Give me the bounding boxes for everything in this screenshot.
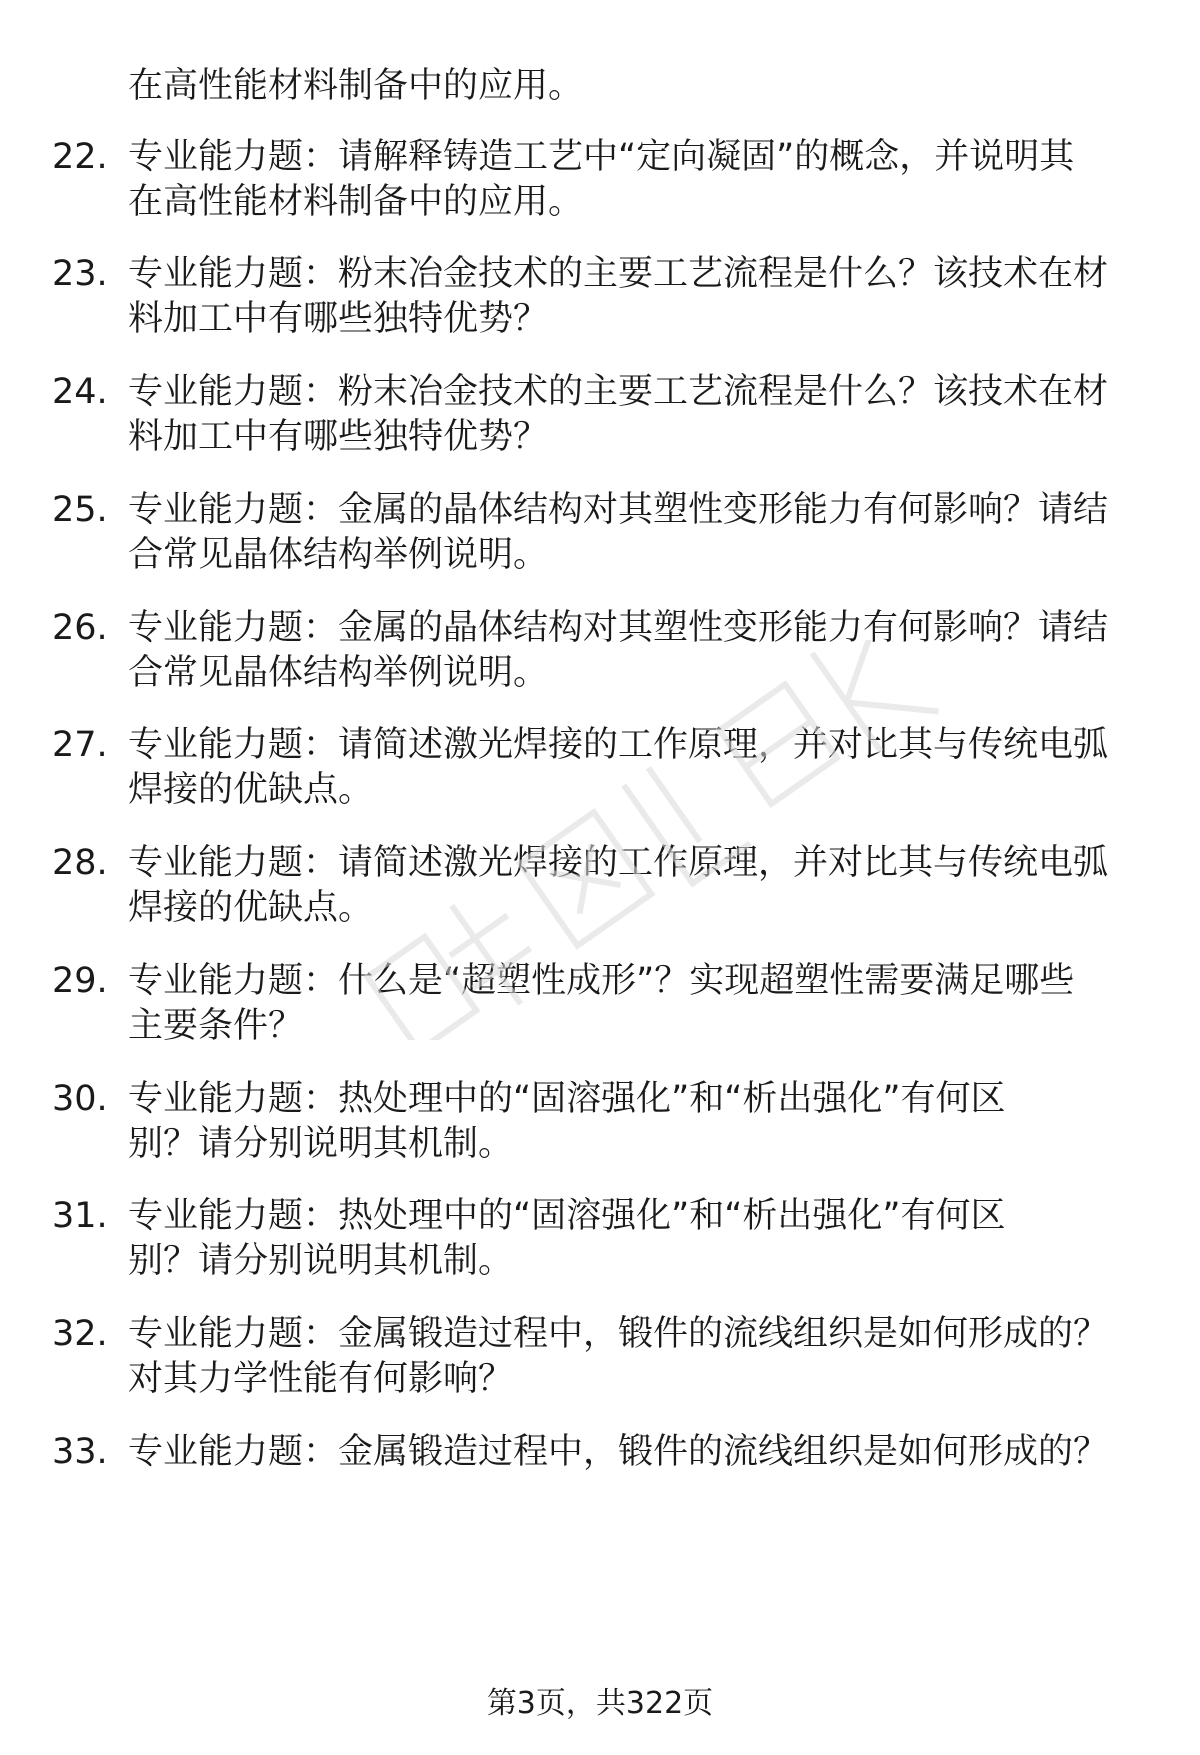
question-text-line-2: 对其力学性能有何影响？ bbox=[128, 1359, 514, 1399]
question-text-line-2: 料加工中有哪些独特优势？ bbox=[128, 299, 549, 339]
question-text-line-1: 专业能力题：请简述激光焊接的工作原理，并对比其与传统电弧 bbox=[128, 843, 1109, 883]
question-text-line-1: 专业能力题：请解释铸造工艺中“定向凝固”的概念，并说明其 bbox=[128, 137, 1075, 177]
question-text-line-2: 在高性能材料制备中的应用。 bbox=[128, 182, 584, 222]
question-number: 32. bbox=[52, 1314, 108, 1354]
question-number: 24. bbox=[52, 372, 108, 412]
question-text-line-1: 专业能力题：金属锻造过程中，锻件的流线组织是如何形成的？ bbox=[128, 1432, 1109, 1472]
continuation-text: 在高性能材料制备中的应用。 bbox=[128, 66, 584, 106]
question-text-line-2: 主要条件？ bbox=[128, 1006, 304, 1046]
question-number: 26. bbox=[52, 608, 108, 648]
question-text-line-2: 合常见晶体结构举例说明。 bbox=[128, 535, 549, 575]
question-number: 28. bbox=[52, 843, 108, 883]
page-footer: 第3页，共322页 bbox=[486, 1686, 714, 1721]
question-text-line-1: 专业能力题：热处理中的“固溶强化”和“析出强化”有何区 bbox=[128, 1079, 1006, 1119]
question-text-line-1: 专业能力题：什么是“超塑性成形”？实现超塑性需要满足哪些 bbox=[128, 961, 1075, 1001]
question-text-line-1: 专业能力题：金属的晶体结构对其塑性变形能力有何影响？请结 bbox=[128, 490, 1109, 530]
question-text-line-1: 专业能力题：金属的晶体结构对其塑性变形能力有何影响？请结 bbox=[128, 608, 1109, 648]
question-text-line-2: 料加工中有哪些独特优势？ bbox=[128, 417, 549, 457]
question-text-line-1: 专业能力题：粉末冶金技术的主要工艺流程是什么？该技术在材 bbox=[128, 254, 1109, 294]
question-text-line-1: 专业能力题：请简述激光焊接的工作原理，并对比其与传统电弧 bbox=[128, 725, 1109, 765]
question-text-line-2: 别？请分别说明其机制。 bbox=[128, 1241, 514, 1281]
question-number: 29. bbox=[52, 961, 108, 1001]
question-text-line-1: 专业能力题：热处理中的“固溶强化”和“析出强化”有何区 bbox=[128, 1196, 1006, 1236]
question-text-line-2: 焊接的优缺点。 bbox=[128, 888, 374, 928]
question-number: 33. bbox=[52, 1432, 108, 1472]
question-number: 23. bbox=[52, 254, 108, 294]
question-text-line-2: 焊接的优缺点。 bbox=[128, 770, 374, 810]
question-number: 27. bbox=[52, 725, 108, 765]
question-number: 25. bbox=[52, 490, 108, 530]
question-number: 30. bbox=[52, 1079, 108, 1119]
question-text-line-2: 别？请分别说明其机制。 bbox=[128, 1124, 514, 1164]
question-number: 22. bbox=[52, 137, 108, 177]
question-text-line-1: 专业能力题：粉末冶金技术的主要工艺流程是什么？该技术在材 bbox=[128, 372, 1109, 412]
question-text-line-1: 专业能力题：金属锻造过程中，锻件的流线组织是如何形成的？ bbox=[128, 1314, 1109, 1354]
question-text-line-2: 合常见晶体结构举例说明。 bbox=[128, 653, 549, 693]
question-number: 31. bbox=[52, 1196, 108, 1236]
